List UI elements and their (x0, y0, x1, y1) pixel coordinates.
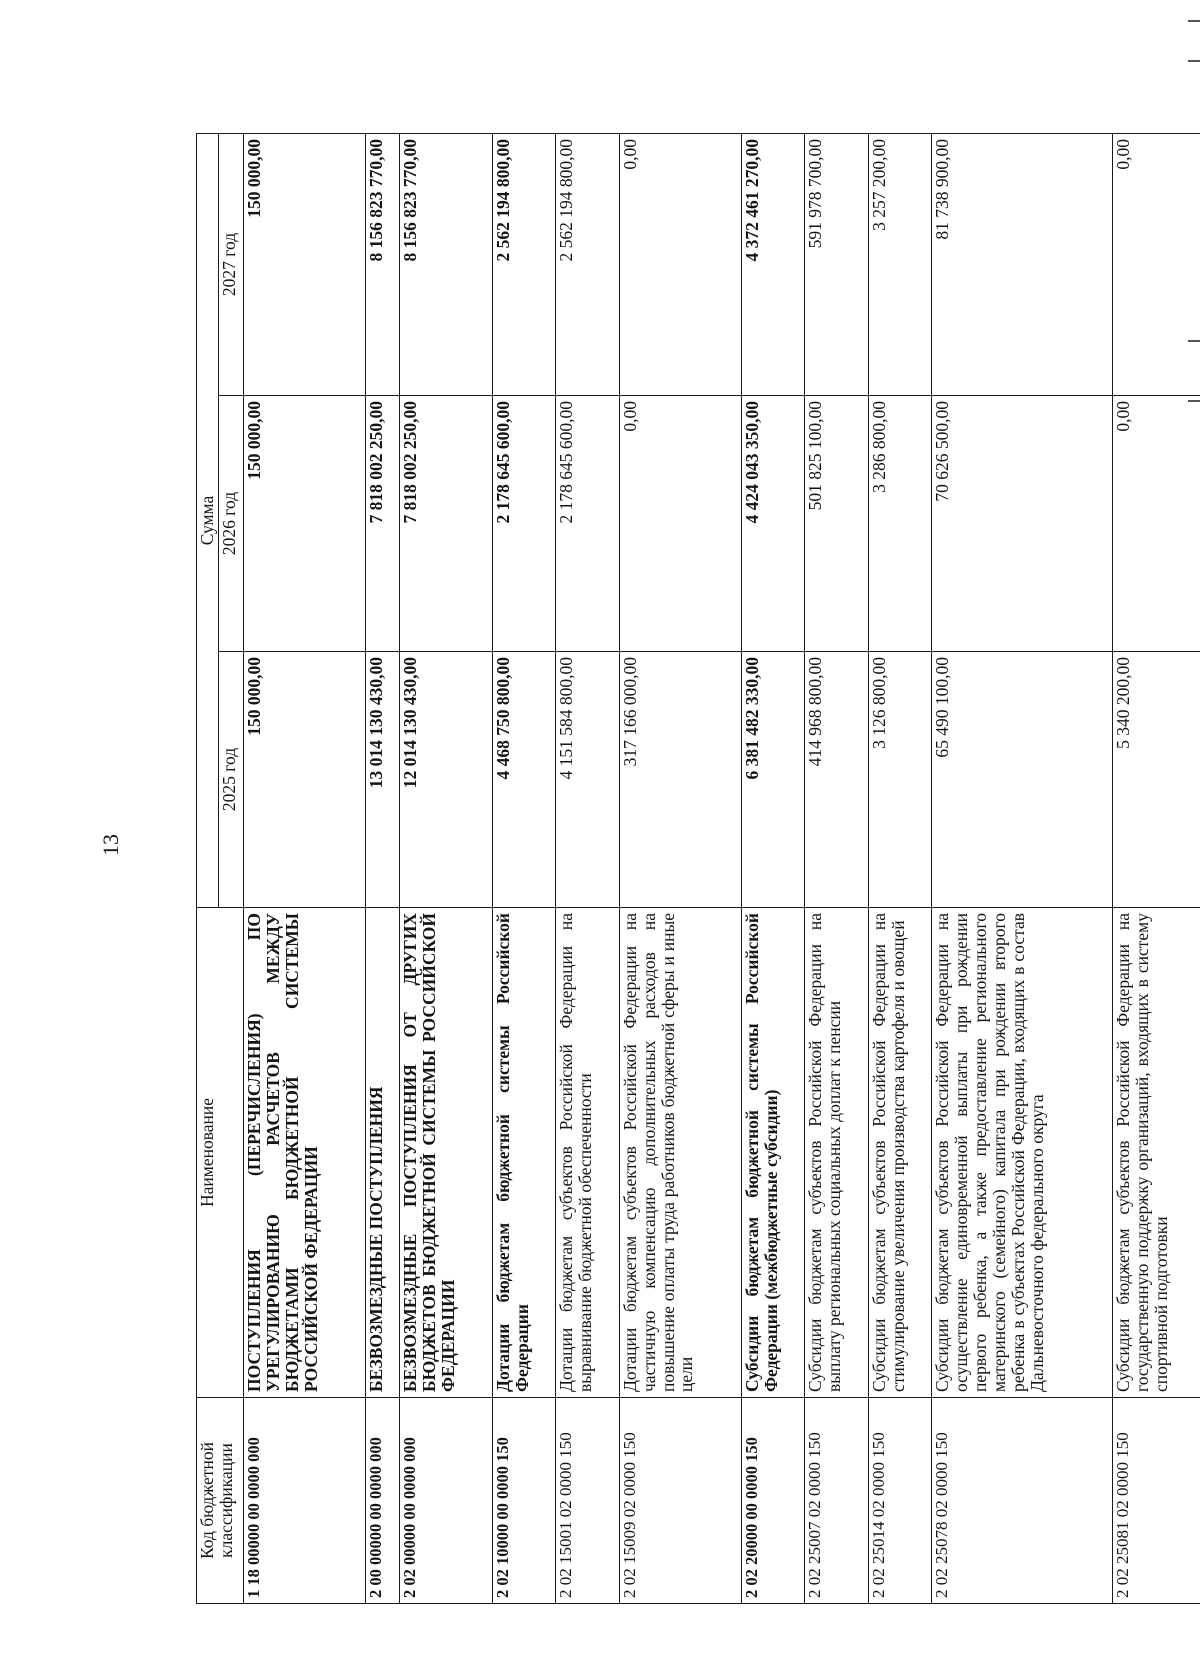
row-code: 2 02 15009 02 0000 150 (619, 1398, 741, 1604)
row-value-2026: 2 178 645 600,00 (492, 396, 555, 652)
row-code: 2 02 10000 00 0000 150 (492, 1398, 555, 1604)
table-row (619, 134, 741, 1604)
header-year-2026: 2026 год (218, 396, 243, 652)
header-year-2027: 2027 год (218, 134, 243, 396)
row-value-2025: 5 340 200,00 (1113, 652, 1200, 908)
row-code: 2 02 25007 02 0000 150 (805, 1398, 868, 1604)
row-value-2027: 2 562 194 800,00 (556, 134, 619, 396)
row-value-2026: 4 424 043 350,00 (741, 396, 804, 652)
rotated-table-container (196, 134, 1200, 1604)
row-value-2025: 3 126 800,00 (868, 652, 931, 908)
row-value-2025: 414 968 800,00 (805, 652, 868, 908)
row-value-2025: 65 490 100,00 (932, 652, 1113, 908)
row-value-2027: 4 372 461 270,00 (741, 134, 804, 396)
header-name: Наименование (197, 908, 244, 1398)
row-code: 2 02 20000 00 0000 150 (741, 1398, 804, 1604)
row-value-2025: 4 151 584 800,00 (556, 652, 619, 908)
row-code: 2 02 25081 02 0000 150 (1113, 1398, 1200, 1604)
row-value-2026: 2 178 645 600,00 (556, 396, 619, 652)
row-value-2027: 591 978 700,00 (805, 134, 868, 396)
row-value-2027: 8 156 823 770,00 (366, 134, 400, 396)
row-value-2025: 150 000,00 (243, 652, 365, 908)
row-value-2027: 8 156 823 770,00 (400, 134, 493, 396)
table-row (492, 134, 555, 1604)
row-value-2026: 3 286 800,00 (868, 396, 931, 652)
table-row (805, 134, 868, 1604)
page-number: 13 (98, 834, 123, 856)
row-name: ПОСТУПЛЕНИЯ (ПЕРЕЧИСЛЕНИЯ) ПО УРЕГУЛИРОВАНИЮ РАСЧЕТОВ МЕЖДУ БЮДЖЕТАМИ БЮДЖЕТНОЙ СИСТЕМЫ РОССИЙСКОЙ ФЕДЕРАЦИИ (243, 908, 365, 1398)
table-row (868, 134, 931, 1604)
row-value-2026: 70 626 500,00 (932, 396, 1113, 652)
table-row (243, 134, 365, 1604)
table-row (366, 134, 400, 1604)
row-name: Субсидии бюджетам субъектов Российской Федерации на государственную поддержку организаций, входящих в систему спортивной подготовки (1113, 908, 1200, 1398)
row-name: Субсидии бюджетам субъектов Российской Федерации на стимулирование увеличения производства картофеля и овощей (868, 908, 931, 1398)
row-value-2026: 150 000,00 (243, 396, 365, 652)
header-year-2025: 2025 год (218, 652, 243, 908)
header-code: Код бюджетной классификации (197, 1398, 244, 1604)
row-value-2027: 2 562 194 800,00 (492, 134, 555, 396)
row-name: Субсидии бюджетам субъектов Российской Федерации на осуществление единовременной выплаты при рождении первого ребенка, а также предоставление регионального материнского (семейного) капитала при рождении второго ребенка в субъектах Российской Федерации, входящих в состав Дальневосточного федерального округа (932, 908, 1113, 1398)
table-row (932, 134, 1113, 1604)
row-value-2025: 12 014 130 430,00 (400, 652, 493, 908)
table-row (741, 134, 804, 1604)
table-row (400, 134, 493, 1604)
row-value-2026: 7 818 002 250,00 (400, 396, 493, 652)
row-name: Субсидии бюджетам бюджетной системы Российской Федерации (межбюджетные субсидии) (741, 908, 804, 1398)
row-value-2026: 501 825 100,00 (805, 396, 868, 652)
row-value-2027: 0,00 (1113, 134, 1200, 396)
row-name: Дотации бюджетам бюджетной системы Российской Федерации (492, 908, 555, 1398)
row-value-2025: 317 166 000,00 (619, 652, 741, 908)
row-value-2027: 3 257 200,00 (868, 134, 931, 396)
row-name: БЕЗВОЗМЕЗДНЫЕ ПОСТУПЛЕНИЯ ОТ ДРУГИХ БЮДЖЕТОВ БЮДЖЕТНОЙ СИСТЕМЫ РОССИЙСКОЙ ФЕДЕРАЦИИ (400, 908, 493, 1398)
row-value-2025: 6 381 482 330,00 (741, 652, 804, 908)
row-code: 2 00 00000 00 0000 000 (366, 1398, 400, 1604)
row-value-2027: 81 738 900,00 (932, 134, 1113, 396)
budget-table (196, 133, 1200, 1604)
row-name: Дотации бюджетам субъектов Российской Федерации на частичную компенсацию дополнительных расходов на повышение оплаты труда работников бюджетной сферы и иные цели (619, 908, 741, 1398)
row-code: 2 02 25014 02 0000 150 (868, 1398, 931, 1604)
row-value-2026: 0,00 (619, 396, 741, 652)
row-value-2027: 150 000,00 (243, 134, 365, 396)
table-row (1113, 134, 1200, 1604)
row-value-2026: 0,00 (1113, 396, 1200, 652)
row-name: Дотации бюджетам субъектов Российской Федерации на выравнивание бюджетной обеспеченности (556, 908, 619, 1398)
row-code: 2 02 15001 02 0000 150 (556, 1398, 619, 1604)
row-code: 2 02 25078 02 0000 150 (932, 1398, 1113, 1604)
table-row (556, 134, 619, 1604)
row-value-2026: 7 818 002 250,00 (366, 396, 400, 652)
header-sum: Сумма (197, 134, 219, 908)
row-name: Субсидии бюджетам субъектов Российской Федерации на выплату региональных социальных доплат к пенсии (805, 908, 868, 1398)
row-value-2025: 13 014 130 430,00 (366, 652, 400, 908)
row-code: 2 02 00000 00 0000 000 (400, 1398, 493, 1604)
row-value-2027: 0,00 (619, 134, 741, 396)
table-body (243, 134, 1200, 1604)
row-value-2025: 4 468 750 800,00 (492, 652, 555, 908)
row-code: 1 18 00000 00 0000 000 (243, 1398, 365, 1604)
row-name: БЕЗВОЗМЕЗДНЫЕ ПОСТУПЛЕНИЯ (366, 908, 400, 1398)
